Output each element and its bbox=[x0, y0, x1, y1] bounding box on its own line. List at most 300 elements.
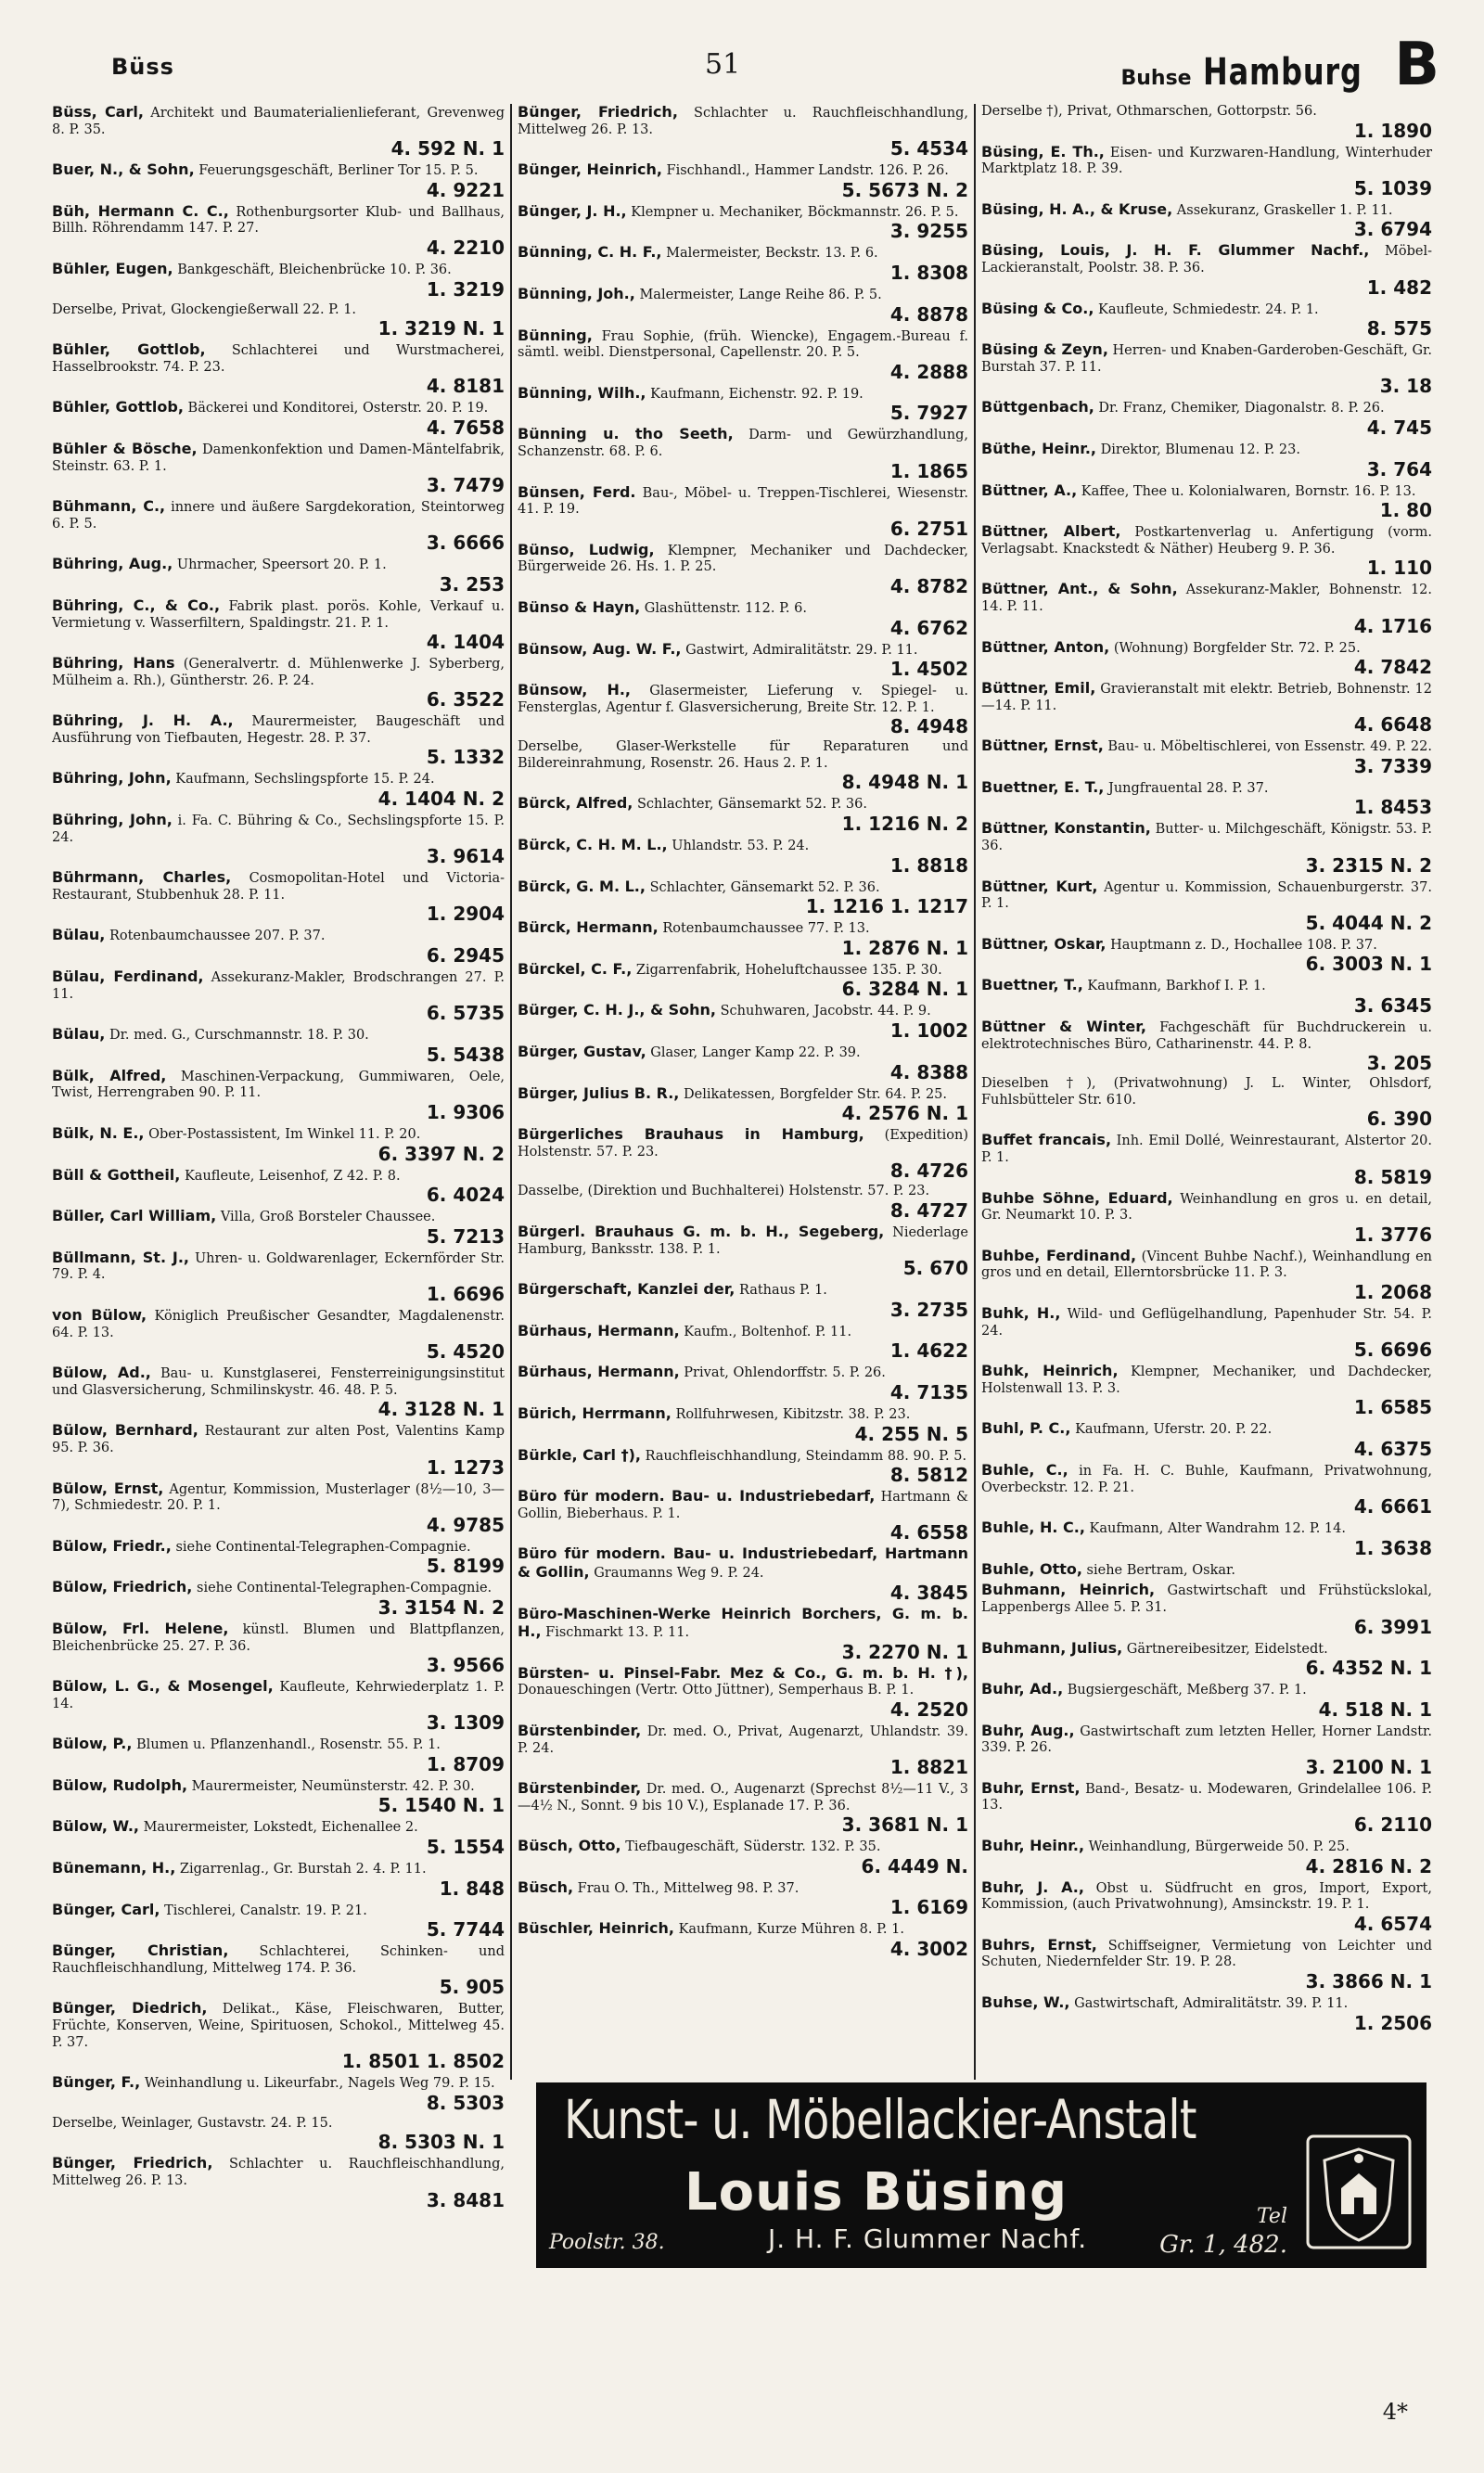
entry-phone: 1. 2904 bbox=[426, 903, 505, 926]
entry-name: Bünsow, H., bbox=[518, 681, 632, 699]
entry-name: Bühler, Gottlob, bbox=[52, 398, 184, 416]
entry-details: Schlachterei, Schinken- und Rauchfleischhandlung, Mittelweg 174. P. 36. bbox=[52, 1944, 505, 1976]
entry-name: Bünsow, Aug. W. F., bbox=[518, 639, 682, 658]
directory-entry bbox=[518, 244, 968, 283]
entry-name: Bülow, P., bbox=[52, 1735, 133, 1753]
directory-entry bbox=[52, 1208, 505, 1247]
entry-details: Zigarrenlag., Gr. Burstah 2. 4. P. 11. bbox=[179, 1862, 427, 1877]
entry-name: Büsing & Zeyn, bbox=[981, 340, 1108, 359]
entry-details: Tischlerei, Canalstr. 19. P. 21. bbox=[164, 1903, 367, 1918]
directory-entry bbox=[518, 1447, 968, 1486]
entry-details: Donaueschingen (Vertr. Otto Jüttner), Semperhaus B. P. 1. bbox=[518, 1683, 915, 1698]
directory-entry bbox=[518, 1545, 968, 1602]
entry-name: Buhr, J. A., bbox=[981, 1877, 1084, 1896]
entry-phone: 5. 5438 bbox=[426, 1043, 505, 1066]
directory-entry bbox=[981, 1879, 1432, 1934]
entry-details: Rauchfleischhandlung, Steindamm 88. 90. P. 5. bbox=[645, 1448, 967, 1464]
entry-phone: 1. 1216 N. 2 bbox=[841, 813, 968, 836]
directory-entry bbox=[981, 737, 1432, 776]
directory-entry bbox=[52, 1678, 505, 1733]
entry-name: Bülow, L. G., & Mosengel, bbox=[52, 1677, 274, 1696]
entry-name: Büttner, Kurt, bbox=[981, 877, 1098, 895]
directory-entry bbox=[518, 104, 968, 159]
entry-name: Bühring, J. H. A., bbox=[52, 711, 234, 730]
entry-phone: 4. 6375 bbox=[1353, 1437, 1432, 1460]
directory-entry bbox=[981, 144, 1432, 199]
entry-details: Derselbe, Weinlager, Gustavstr. 24. P. 15. bbox=[52, 2115, 333, 2131]
entry-details: Kaufleute, Schmiedestr. 24. P. 1. bbox=[1098, 301, 1319, 317]
directory-entry bbox=[52, 302, 505, 340]
entry-details: Schlachter u. Rauchfleischhandlung, Mittelweg 26. P. 13. bbox=[52, 2157, 505, 2188]
entry-phone: 4. 6762 bbox=[889, 616, 968, 639]
entry-details: Darm- und Gewürzhandlung, Schanzenstr. 68. P. 6. bbox=[518, 428, 969, 459]
entry-details: Glashüttenstr. 112. P. 6. bbox=[644, 600, 807, 616]
page-number: 51 bbox=[705, 48, 741, 81]
entry-details: Glasermeister, Lieferung v. Spiegel- u. Fensterglas, Agentur f. Glasversicherung, Breite Str. 12. P. 1. bbox=[518, 684, 968, 715]
entry-name: Büttner, Albert, bbox=[981, 522, 1121, 541]
entry-name: Büsing, H. A., & Kruse, bbox=[981, 199, 1173, 218]
entry-phone: 1. 1273 bbox=[426, 1455, 505, 1479]
directory-entry bbox=[981, 581, 1432, 635]
directory-entry bbox=[52, 1125, 505, 1164]
directory-entry bbox=[981, 878, 1432, 933]
directory-entry bbox=[981, 1076, 1432, 1129]
entry-details: Restaurant zur alten Post, Valentins Kamp 95. P. 36. bbox=[52, 1424, 505, 1455]
entry-phone: 5. 8199 bbox=[426, 1555, 505, 1578]
entry-phone: 1. 1865 bbox=[889, 459, 968, 482]
entry-details: Delikat., Käse, Fleischwaren, Butter, Früchte, Konserven, Weine, Spirituosen, Schokol., Mittelweg 45. P. 37. bbox=[52, 2002, 505, 2050]
directory-entry bbox=[52, 1777, 505, 1816]
directory-entry bbox=[518, 1723, 968, 1777]
header-right bbox=[1120, 31, 1439, 99]
entry-details: Fischhandl., Hammer Landstr. 126. P. 26. bbox=[666, 163, 949, 179]
directory-entry bbox=[52, 1621, 505, 1675]
entry-details: Schlachter, Gänsemarkt 52. P. 36. bbox=[636, 797, 867, 813]
entry-details: Kaufm., Boltenhof. P. 11. bbox=[684, 1324, 852, 1339]
directory-entry bbox=[52, 441, 505, 495]
entry-name: Buhse, W., bbox=[981, 1993, 1070, 2012]
entry-name: Bünger, Christian, bbox=[52, 1941, 229, 1960]
entry-phone: 4. 8782 bbox=[889, 574, 968, 597]
directory-entry bbox=[981, 977, 1432, 1016]
entry-details: Kaufmann, Sechslingspforte 15. P. 24. bbox=[175, 772, 435, 788]
entry-phone: 4. 3002 bbox=[889, 1938, 968, 1961]
entry-details: Herren- und Knaben-Garderoben-Geschäft, Gr. Burstah 37. P. 11. bbox=[981, 343, 1432, 375]
entry-phone: 4. 3128 N. 1 bbox=[377, 1398, 505, 1421]
directory-entry bbox=[518, 1665, 968, 1720]
directory-entry bbox=[52, 712, 505, 767]
directory-entry bbox=[518, 1879, 968, 1918]
entry-name: Buhmann, Julius, bbox=[981, 1638, 1123, 1657]
entry-details: Königlich Preußischer Gesandter, Magdalenenstr. 64. P. 13. bbox=[52, 1308, 505, 1340]
directory-column-2 bbox=[510, 104, 974, 2080]
entry-details: Postkartenverlag u. Anfertigung (vorm. Verlagsabt. Knackstedt & Näther) Heuberg 9. P. 36. bbox=[981, 525, 1433, 557]
entry-phone: 4. 6558 bbox=[889, 1521, 968, 1544]
entry-phone: 3. 2315 N. 2 bbox=[1305, 853, 1432, 877]
directory-entry bbox=[518, 919, 968, 958]
entry-phone: 3. 3866 N. 1 bbox=[1305, 1970, 1432, 1993]
entry-name: Bürck, G. M. L., bbox=[518, 877, 646, 895]
entry-name: Buffet francais, bbox=[981, 1131, 1112, 1149]
entry-details: Privat, Ohlendorffstr. 5. P. 26. bbox=[684, 1365, 886, 1381]
entry-details: Klempner, Mechaniker und Dachdecker, Bürgerweide 26. Hs. 1. P. 25. bbox=[518, 543, 969, 575]
directory-entry bbox=[981, 1190, 1432, 1245]
entry-phone: 1. 8308 bbox=[889, 261, 968, 284]
directory-entry bbox=[518, 1838, 968, 1877]
directory-entry bbox=[52, 341, 505, 396]
entry-name: Bülow, Friedr., bbox=[52, 1536, 172, 1555]
entry-phone: 5. 7744 bbox=[426, 1918, 505, 1941]
entry-phone: 1. 848 bbox=[439, 1877, 505, 1900]
directory-column-1 bbox=[46, 103, 510, 2211]
entry-phone: 5. 4534 bbox=[889, 137, 968, 160]
entry-name: Bünger, Carl, bbox=[52, 1900, 160, 1918]
directory-entry bbox=[52, 1365, 505, 1419]
entry-name: Bürckel, C. F., bbox=[518, 959, 633, 978]
entry-phone: 1. 6696 bbox=[426, 1282, 505, 1305]
advertisement-banner bbox=[536, 2082, 1426, 2268]
directory-entry bbox=[52, 399, 505, 438]
entry-name: Buettner, T., bbox=[981, 976, 1083, 994]
entry-details: (Generalvertr. d. Mühlenwerke J. Syberberg, Mülheim a. Rh.), Güntherstr. 26. P. 24. bbox=[52, 657, 505, 688]
ad-address: Poolstr. 38. bbox=[549, 2231, 665, 2254]
entry-name: Buhle, H. C., bbox=[981, 1518, 1085, 1537]
directory-entry bbox=[518, 203, 968, 242]
directory-entry bbox=[52, 2155, 505, 2210]
entry-details: Kaufmann, Uferstr. 20. P. 22. bbox=[1075, 1422, 1273, 1438]
entry-details: Gastwirt, Admiralitätstr. 29. P. 11. bbox=[685, 642, 918, 658]
directory-entry bbox=[518, 161, 968, 200]
entry-details: Jungfrauental 28. P. 37. bbox=[1108, 780, 1269, 796]
entry-details: Kaufmann, Alter Wandrahm 12. P. 14. bbox=[1089, 1521, 1346, 1537]
entry-name: Büsch, Otto, bbox=[518, 1837, 621, 1855]
entry-name: Bürsten- u. Pinsel-Fabr. Mez & Co., G. m. b. H. †), bbox=[518, 1663, 968, 1682]
entry-name: Bünning u. tho Seeth, bbox=[518, 425, 734, 443]
entry-phone: 1. 3638 bbox=[1353, 1536, 1432, 1559]
entry-name: Bürkle, Carl †), bbox=[518, 1445, 641, 1464]
entry-details: in Fa. H. C. Buhle, Kaufmann, Privatwohnung, Overbeckstr. 12. P. 21. bbox=[981, 1463, 1432, 1495]
entry-name: Büsch, bbox=[518, 1877, 574, 1896]
directory-entry bbox=[52, 1942, 505, 1997]
ad-line-1: Kunst- u. Möbellackier-Anstalt bbox=[564, 2088, 1196, 2151]
entry-name: Bünger, Friedrich, bbox=[518, 103, 678, 121]
directory-entry bbox=[981, 482, 1432, 521]
directory-entry bbox=[518, 739, 968, 792]
entry-phone: 3. 1309 bbox=[426, 1711, 505, 1735]
entry-name: Büllmann, St. J., bbox=[52, 1248, 190, 1266]
entry-phone: 8. 575 bbox=[1366, 317, 1432, 340]
header-left-keyword: Büss bbox=[111, 54, 174, 80]
entry-name: Bülow, Bernhard, bbox=[52, 1421, 198, 1440]
entry-details: Bankgeschäft, Bleichenbrücke 10. P. 36. bbox=[177, 262, 452, 277]
entry-details: Inh. Emil Dollé, Weinrestaurant, Alstertor 20. P. 1. bbox=[981, 1134, 1432, 1165]
directory-entry bbox=[518, 837, 968, 876]
entry-phone: 1. 4502 bbox=[889, 658, 968, 681]
entry-name: Bürger, Gustav, bbox=[518, 1043, 646, 1061]
entry-phone: 6. 2110 bbox=[1353, 1813, 1432, 1837]
entry-details: Assekuranz-Makler, Brodschrangen 27. P. 11. bbox=[52, 970, 505, 1002]
entry-name: Buhk, Heinrich, bbox=[981, 1362, 1119, 1380]
directory-entry bbox=[518, 1364, 968, 1403]
entry-phone: 5. 4520 bbox=[426, 1340, 505, 1364]
directory-entry bbox=[52, 1736, 505, 1775]
directory-entry bbox=[981, 639, 1432, 678]
entry-name: Buer, N., & Sohn, bbox=[52, 160, 195, 179]
directory-entry bbox=[52, 770, 505, 809]
entry-details: Rothenburgsorter Klub- und Ballhaus, Billh. Röhrendamm 147. P. 27. bbox=[52, 204, 505, 237]
entry-phone: 3. 253 bbox=[439, 572, 505, 596]
directory-entry bbox=[518, 1184, 968, 1221]
directory-entry bbox=[518, 1323, 968, 1362]
entry-details: Uhrmacher, Speersort 20. P. 1. bbox=[176, 557, 387, 573]
entry-details: Villa, Groß Borsteler Chaussee. bbox=[220, 1210, 436, 1225]
entry-details: Dr. med. O., Augenarzt (Sprechst 8½—11 V., 3—4½ N., Sonnt. 9 bis 10 V.), Esplanade 17. P. 36. bbox=[518, 1782, 969, 1813]
entry-phone: 4. 9221 bbox=[426, 178, 505, 201]
directory-entry bbox=[52, 1860, 505, 1899]
entry-name: Bünning, bbox=[518, 326, 593, 344]
directory-entry bbox=[518, 1126, 968, 1181]
entry-name: Bürstenbinder, bbox=[518, 1721, 642, 1739]
ad-tel-label: Tel bbox=[1256, 2205, 1287, 2228]
entry-phone: 3. 3154 N. 2 bbox=[377, 1595, 505, 1619]
entry-phone: 1. 2876 N. 1 bbox=[841, 936, 968, 959]
entry-name: Buhle, C., bbox=[981, 1460, 1068, 1479]
entry-name: Bühring, John, bbox=[52, 811, 173, 829]
entry-name: Bühler, Eugen, bbox=[52, 259, 173, 277]
entry-name: Buhrs, Ernst, bbox=[981, 1935, 1097, 1954]
entry-phone: 3. 9255 bbox=[889, 220, 968, 243]
entry-phone: 5. 1540 N. 1 bbox=[377, 1794, 505, 1817]
entry-name: Büro für modern. Bau- u. Industriebedarf, bbox=[518, 1487, 876, 1506]
entry-details: Eisen- und Kurzwaren-Handlung, Winterhuder Marktplatz 18. P. 39. bbox=[981, 145, 1432, 177]
directory-entry bbox=[518, 542, 968, 596]
entry-name: Büsing & Co., bbox=[981, 299, 1094, 317]
entry-details: Gärtnereibesitzer, Eidelstedt. bbox=[1126, 1641, 1328, 1657]
directory-entry bbox=[52, 2116, 505, 2153]
entry-phone: 3. 205 bbox=[1366, 1052, 1432, 1075]
entry-details: Ober-Postassistent, Im Winkel 11. P. 20. bbox=[148, 1127, 421, 1142]
directory-entry bbox=[518, 327, 968, 382]
entry-phone: 4. 518 N. 1 bbox=[1318, 1698, 1432, 1721]
entry-phone: 1. 110 bbox=[1366, 557, 1432, 580]
directory-entry bbox=[518, 1606, 968, 1662]
entry-details: Zigarrenfabrik, Hoheluftchaussee 135. P. 30. bbox=[635, 962, 942, 978]
entry-phone: 6. 3991 bbox=[1353, 1615, 1432, 1638]
entry-phone: 6. 2751 bbox=[889, 517, 968, 540]
entry-phone: 6. 390 bbox=[1366, 1108, 1432, 1131]
entry-details: Dr. med. O., Privat, Augenarzt, Uhlandstr. 39. P. 24. bbox=[518, 1723, 968, 1756]
entry-name: von Bülow, bbox=[52, 1305, 147, 1324]
entry-phone: 4. 7842 bbox=[1353, 656, 1432, 679]
entry-name: Bürgerliches Brauhaus in Hamburg, bbox=[518, 1125, 864, 1144]
entry-name: Büh, Hermann C. C., bbox=[52, 201, 229, 220]
directory-entry bbox=[518, 599, 968, 638]
entry-details: Kaufmann, Kurze Mühren 8. P. 1. bbox=[678, 1922, 904, 1938]
entry-details: (Wohnung) Borgfelder Str. 72. P. 25. bbox=[1113, 640, 1361, 656]
ad-tel-number: Gr. 1, 482. bbox=[1159, 2231, 1287, 2259]
entry-details: Bau- u. Kunstglaserei, Fensterreinigungsinstitut und Glasversicherung, Schmilinskystr. 46. 48. P. 5. bbox=[52, 1366, 505, 1398]
entry-name: Büro für modern. Bau- u. Industriebedarf, Hartmann & Gollin, bbox=[518, 1544, 968, 1581]
entry-details: Schiffseigner, Vermietung von Leichter und Schuten, Niedernfelder Str. 19. P. 28. bbox=[981, 1938, 1433, 1970]
directory-entry bbox=[518, 385, 968, 424]
entry-phone: 4. 745 bbox=[1366, 416, 1432, 439]
header-city: Hamburg bbox=[1202, 51, 1362, 94]
directory-entry bbox=[981, 1248, 1432, 1302]
directory-entry bbox=[981, 399, 1432, 438]
entry-phone: 3. 2100 N. 1 bbox=[1305, 1755, 1432, 1778]
directory-entry bbox=[981, 1420, 1432, 1459]
directory-entry bbox=[52, 927, 505, 966]
entry-name: Bühring, Aug., bbox=[52, 555, 173, 573]
directory-entry bbox=[981, 1681, 1432, 1720]
entry-details: Kaffee, Thee u. Kolonialwaren, Bornstr. 16. P. 13. bbox=[1081, 483, 1416, 499]
entry-name: Buhl, P. C., bbox=[981, 1419, 1071, 1438]
directory-entry bbox=[981, 1363, 1432, 1417]
entry-phone: 3. 2270 N. 1 bbox=[841, 1640, 968, 1663]
directory-entry bbox=[981, 1838, 1432, 1877]
entry-name: Bürstenbinder, bbox=[518, 1779, 642, 1798]
entry-name: Bünning, C. H. F., bbox=[518, 243, 662, 262]
entry-details: Kaufmann, Eichenstr. 92. P. 19. bbox=[650, 386, 864, 402]
entry-name: Büttgenbach, bbox=[981, 398, 1094, 416]
page-header bbox=[0, 31, 1484, 99]
directory-entry bbox=[518, 1920, 968, 1959]
entry-phone: 1. 482 bbox=[1366, 275, 1432, 299]
entry-name: Büttner, Anton, bbox=[981, 637, 1110, 656]
entry-phone: 4. 8388 bbox=[889, 1060, 968, 1083]
entry-phone: 4. 2888 bbox=[889, 360, 968, 383]
entry-name: Buhr, Ad., bbox=[981, 1680, 1064, 1698]
directory-entry bbox=[981, 301, 1432, 340]
entry-phone: 6. 5735 bbox=[426, 1002, 505, 1025]
directory-entry bbox=[981, 441, 1432, 480]
directory-entry bbox=[518, 1002, 968, 1041]
entry-details: Klempner, Mechaniker, und Dachdecker, Holstenwall 13. P. 3. bbox=[981, 1365, 1433, 1396]
entry-details: Gastwirtschaft, Admiralitätstr. 39. P. 11. bbox=[1074, 1996, 1349, 2012]
directory-entry bbox=[52, 968, 505, 1023]
directory-entry bbox=[981, 341, 1432, 396]
entry-details: Kaufleute, Leisenhof, Z 42. P. 8. bbox=[184, 1168, 401, 1184]
entry-name: Bühler & Bösche, bbox=[52, 439, 198, 457]
entry-details: Möbel-Lackieranstalt, Poolstr. 38. P. 36. bbox=[981, 244, 1433, 275]
entry-details: Dasselbe, (Direktion und Buchhalterei) Holstenstr. 57. P. 23. bbox=[518, 1184, 930, 1199]
entry-details: Malermeister, Beckstr. 13. P. 6. bbox=[666, 246, 878, 262]
entry-name: Bülk, N. E., bbox=[52, 1124, 145, 1142]
entry-phone: 5. 670 bbox=[902, 1257, 968, 1280]
entry-name: Bünger, Heinrich, bbox=[518, 160, 662, 179]
directory-entry bbox=[518, 641, 968, 680]
entry-details: Fischmarkt 13. P. 11. bbox=[545, 1625, 690, 1641]
entry-name: Büttner, A., bbox=[981, 481, 1078, 499]
entry-details: Gastwirtschaft und Frühstückslokal, Lappenbergs Allee 5. P. 31. bbox=[981, 1583, 1433, 1615]
entry-name: Bühring, C., & Co., bbox=[52, 596, 221, 614]
directory-column-3 bbox=[974, 104, 1438, 2080]
entry-name: Büttner, Emil, bbox=[981, 679, 1096, 698]
directory-entry bbox=[52, 1538, 505, 1577]
entry-details: siehe Bertram, Oskar. bbox=[1086, 1562, 1235, 1578]
directory-entry bbox=[981, 1937, 1432, 1992]
entry-details: Frau O. Th., Mittelweg 98. P. 37. bbox=[577, 1880, 800, 1896]
entry-phone: 5. 1332 bbox=[426, 746, 505, 769]
directory-entry bbox=[52, 498, 505, 553]
directory-entry bbox=[981, 936, 1432, 975]
entry-phone: 6. 3397 N. 2 bbox=[377, 1142, 505, 1165]
entry-details: Hartmann & Gollin, Bieberhaus. P. 1. bbox=[518, 1490, 969, 1521]
entry-phone: 4. 6661 bbox=[1353, 1495, 1432, 1518]
entry-phone: 6. 4024 bbox=[426, 1184, 505, 1207]
entry-name: Bünemann, H., bbox=[52, 1859, 176, 1877]
entry-phone: 4. 8878 bbox=[889, 302, 968, 326]
entry-name: Bühmann, C., bbox=[52, 497, 166, 516]
entry-phone: 4. 8181 bbox=[426, 375, 505, 398]
entry-name: Büttner & Winter, bbox=[981, 1018, 1146, 1036]
directory-entry bbox=[52, 869, 505, 924]
entry-name: Büthe, Heinr., bbox=[981, 439, 1097, 457]
directory-entry bbox=[52, 812, 505, 866]
directory-entry bbox=[52, 1068, 505, 1122]
entry-name: Bünsen, Ferd. bbox=[518, 482, 636, 501]
entry-phone: 4. 1404 N. 2 bbox=[377, 788, 505, 811]
entry-name: Büttner, Oskar, bbox=[981, 934, 1107, 953]
entry-details: Fabrik plast. porös. Kohle, Verkauf u. Vermietung v. Wasserfiltern, Spaldingstr. 21. P. 1. bbox=[52, 598, 505, 631]
ad-successor-line: J. H. F. Glummer Nachf. bbox=[768, 2223, 1088, 2254]
directory-entry bbox=[981, 242, 1432, 297]
directory-entry bbox=[518, 1405, 968, 1444]
entry-name: Buettner, E. T., bbox=[981, 777, 1105, 796]
entry-details: Fachgeschäft für Buchdruckerein u. elektrotechnisches Büro, Catharinenstr. 44. P. 8. bbox=[981, 1020, 1432, 1052]
entry-name: Buhle, Otto, bbox=[981, 1559, 1082, 1578]
entry-name: Bülow, Frl. Helene, bbox=[52, 1619, 229, 1637]
entry-details: Niederlage Hamburg, Banksstr. 138. P. 1. bbox=[518, 1225, 968, 1257]
entry-name: Bünso, Ludwig, bbox=[518, 540, 655, 558]
entry-details: Rollfuhrwesen, Kibitzstr. 38. P. 23. bbox=[675, 1406, 911, 1422]
entry-details: Maurermeister, Lokstedt, Eichenallee 2. bbox=[143, 1820, 418, 1836]
entry-details: Gastwirtschaft zum letzten Heller, Horner Landstr. 339. P. 26. bbox=[981, 1723, 1433, 1756]
entry-details: Dieselben †), (Privatwohnung) J. L. Winter, Ohlsdorf, Fuhlsbütteler Str. 610. bbox=[981, 1076, 1432, 1108]
entry-details: Delikatessen, Borgfelder Str. 64. P. 25. bbox=[684, 1086, 948, 1102]
entry-phone: 8. 5303 bbox=[426, 2091, 505, 2114]
entry-name: Bürck, Hermann, bbox=[518, 918, 659, 937]
entry-name: Bühring, Hans bbox=[52, 654, 175, 673]
entry-phone: 1. 8818 bbox=[889, 853, 968, 877]
entry-details: siehe Continental-Telegraphen-Compagnie. bbox=[175, 1539, 471, 1555]
entry-name: Buhmann, Heinrich, bbox=[981, 1581, 1156, 1599]
entry-details: Agentur, Kommission, Musterlager (8½—10, 3—7), Schmiedestr. 20. P. 1. bbox=[52, 1481, 505, 1514]
entry-phone: 5. 905 bbox=[439, 1976, 505, 1999]
entry-name: Büsing, Louis, J. H. F. Glummer Nachf., bbox=[981, 241, 1370, 260]
entry-details: Rotenbaumchaussee 207. P. 37. bbox=[109, 929, 326, 944]
entry-name: Bühring, John, bbox=[52, 769, 172, 788]
entry-name: Bürgerl. Brauhaus G. m. b. H., Segeberg, bbox=[518, 1223, 885, 1240]
entry-name: Büttner, Ant., & Sohn, bbox=[981, 580, 1178, 598]
directory-entry bbox=[52, 104, 505, 159]
directory-entry bbox=[981, 1723, 1432, 1777]
directory-entry bbox=[518, 1224, 968, 1278]
entry-details: Schlachter u. Rauchfleischhandlung, Mittelweg 26. P. 13. bbox=[518, 106, 968, 137]
entry-details: Dr. med. G., Curschmannstr. 18. P. 30. bbox=[109, 1028, 369, 1044]
entry-name: Bülow, Ad., bbox=[52, 1364, 151, 1382]
directory-entry bbox=[52, 2000, 505, 2071]
entry-name: Bünger, F., bbox=[52, 2073, 141, 2092]
entry-phone: 3. 9566 bbox=[426, 1654, 505, 1677]
entry-phone: 5. 6696 bbox=[1353, 1339, 1432, 1362]
entry-name: Buhr, Heinr., bbox=[981, 1837, 1085, 1855]
entry-phone: 4. 255 N. 5 bbox=[854, 1422, 968, 1445]
entry-phone: 4. 2576 N. 1 bbox=[841, 1102, 968, 1125]
entry-details: Derselbe, Glaser-Werkstelle für Reparaturen und Bildereinrahmung, Rosenstr. 26. Haus 2. P. 1. bbox=[518, 739, 968, 771]
directory-entry bbox=[981, 1582, 1432, 1636]
entry-details: Malermeister, Lange Reihe 86. P. 5. bbox=[639, 287, 882, 302]
